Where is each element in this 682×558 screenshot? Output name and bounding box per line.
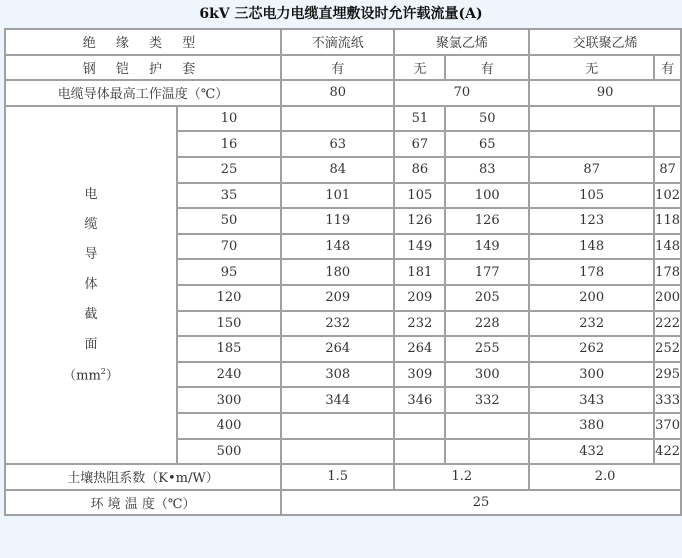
armor-pvc-no: 无 (394, 55, 445, 81)
cell-pvc_no: 51 (394, 106, 445, 132)
cell-size: 25 (177, 157, 281, 183)
cell-size: 500 (177, 439, 281, 465)
cell-xlpe_no: 148 (529, 234, 654, 260)
cell-xlpe_yes: 333 (654, 387, 681, 413)
cell-paper: 308 (281, 362, 394, 388)
cell-xlpe_no: 87 (529, 157, 654, 183)
armor-row (5, 55, 681, 81)
cell-xlpe_no (529, 106, 654, 132)
cell-pvc_no: 67 (394, 131, 445, 157)
cell-xlpe_no: 432 (529, 439, 654, 465)
insulation-pvc: 聚氯乙烯 (394, 29, 529, 55)
cell-pvc_yes: 255 (445, 336, 529, 362)
cell-pvc_yes: 126 (445, 208, 529, 234)
cell-size: 240 (177, 362, 281, 388)
soil-pvc: 1.2 (394, 464, 529, 490)
ambient-row (5, 490, 681, 516)
cell-paper: 344 (281, 387, 394, 413)
cell-xlpe_yes: 252 (654, 336, 681, 362)
cell-size: 10 (177, 106, 281, 132)
cell-xlpe_yes (654, 131, 681, 157)
armor-pvc-yes: 有 (445, 55, 529, 81)
insulation-xlpe: 交联聚乙烯 (529, 29, 681, 55)
cell-size: 300 (177, 387, 281, 413)
cell-pvc_yes: 100 (445, 183, 529, 209)
cell-xlpe_yes: 118 (654, 208, 681, 234)
cell-pvc_no: 264 (394, 336, 445, 362)
cell-paper: 148 (281, 234, 394, 260)
cell-pvc_yes: 149 (445, 234, 529, 260)
cross-section-char: 电 (84, 186, 98, 202)
temp-row (5, 80, 681, 106)
cell-paper: 119 (281, 208, 394, 234)
cell-xlpe_no: 262 (529, 336, 654, 362)
cell-paper: 180 (281, 259, 394, 285)
armor-xlpe-yes: 有 (654, 55, 681, 81)
ampacity-table (4, 28, 682, 516)
temp-paper: 80 (281, 80, 394, 106)
armor-xlpe-no: 无 (529, 55, 654, 81)
cell-paper: 63 (281, 131, 394, 157)
insulation-row (5, 29, 681, 55)
cell-xlpe_yes: 87 (654, 157, 681, 183)
cell-xlpe_no: 380 (529, 413, 654, 439)
cell-paper: 84 (281, 157, 394, 183)
insulation-label: 绝 缘 类 型 (5, 29, 281, 55)
cell-xlpe_yes: 102 (654, 183, 681, 209)
cross-section-label (5, 106, 177, 464)
cell-xlpe_no: 232 (529, 311, 654, 337)
cell-pvc_no: 126 (394, 208, 445, 234)
unit-text: （mm (63, 368, 101, 384)
cell-size: 120 (177, 285, 281, 311)
cell-paper (281, 439, 394, 465)
temp-label: 电缆导体最高工作温度（℃） (5, 80, 281, 106)
cell-xlpe_no: 105 (529, 183, 654, 209)
cell-xlpe_no (529, 131, 654, 157)
cell-size: 16 (177, 131, 281, 157)
cell-paper: 264 (281, 336, 394, 362)
cell-xlpe_yes: 148 (654, 234, 681, 260)
insulation-paper: 不滴流纸 (281, 29, 394, 55)
cell-xlpe_yes: 295 (654, 362, 681, 388)
cell-pvc_yes: 228 (445, 311, 529, 337)
cross-section-char: 截 (84, 306, 98, 322)
cell-pvc_yes: 83 (445, 157, 529, 183)
cell-pvc_no: 181 (394, 259, 445, 285)
cell-pvc_yes: 332 (445, 387, 529, 413)
unit-close: ） (105, 368, 119, 384)
cell-pvc_yes (445, 439, 529, 465)
cell-xlpe_no: 343 (529, 387, 654, 413)
cell-pvc_no (394, 439, 445, 465)
cell-xlpe_yes: 422 (654, 439, 681, 465)
cell-size: 185 (177, 336, 281, 362)
cell-xlpe_no: 300 (529, 362, 654, 388)
cell-xlpe_yes: 200 (654, 285, 681, 311)
cell-pvc_no: 86 (394, 157, 445, 183)
temp-pvc: 70 (394, 80, 529, 106)
cell-size: 35 (177, 183, 281, 209)
cell-pvc_no: 346 (394, 387, 445, 413)
cell-xlpe_no: 200 (529, 285, 654, 311)
cross-section-unit (6, 368, 176, 382)
soil-row (5, 464, 681, 490)
armor-paper: 有 (281, 55, 394, 81)
armor-label: 钢 铠 护 套 (5, 55, 281, 81)
cell-paper: 101 (281, 183, 394, 209)
cross-section-char: 面 (84, 336, 98, 352)
unit-sup: 2 (100, 366, 106, 376)
cell-paper (281, 413, 394, 439)
cell-pvc_no (394, 413, 445, 439)
cell-pvc_no: 309 (394, 362, 445, 388)
cell-paper: 209 (281, 285, 394, 311)
cell-pvc_no: 209 (394, 285, 445, 311)
cell-xlpe_yes (654, 106, 681, 132)
cell-pvc_yes: 65 (445, 131, 529, 157)
cell-xlpe_yes: 178 (654, 259, 681, 285)
temp-xlpe: 90 (529, 80, 681, 106)
cell-xlpe_no: 123 (529, 208, 654, 234)
cell-pvc_yes: 300 (445, 362, 529, 388)
cell-pvc_yes: 205 (445, 285, 529, 311)
soil-paper: 1.5 (281, 464, 394, 490)
soil-xlpe: 2.0 (529, 464, 681, 490)
cell-pvc_yes: 177 (445, 259, 529, 285)
cell-xlpe_no: 178 (529, 259, 654, 285)
cell-size: 400 (177, 413, 281, 439)
table-title: 6kV 三芯电力电缆直埋敷设时允许载流量(A) (199, 6, 483, 22)
cell-size: 150 (177, 311, 281, 337)
cell-size: 95 (177, 259, 281, 285)
cell-size: 50 (177, 208, 281, 234)
cross-section-char: 导 (84, 246, 98, 262)
cell-pvc_no: 105 (394, 183, 445, 209)
cell-xlpe_yes: 222 (654, 311, 681, 337)
cell-paper: 232 (281, 311, 394, 337)
cell-pvc_yes: 50 (445, 106, 529, 132)
cell-xlpe_yes: 370 (654, 413, 681, 439)
cell-paper (281, 106, 394, 132)
ambient-value: 25 (281, 490, 681, 516)
table-row (5, 106, 681, 132)
soil-label: 土壤热阻系数（K•m/W） (5, 464, 281, 490)
cross-section-char: 体 (84, 276, 98, 292)
cell-pvc_no: 149 (394, 234, 445, 260)
cell-size: 70 (177, 234, 281, 260)
ambient-label: 环 境 温 度（℃） (5, 490, 281, 516)
cell-pvc_no: 232 (394, 311, 445, 337)
cross-section-char: 缆 (84, 216, 98, 232)
cell-pvc_yes (445, 413, 529, 439)
